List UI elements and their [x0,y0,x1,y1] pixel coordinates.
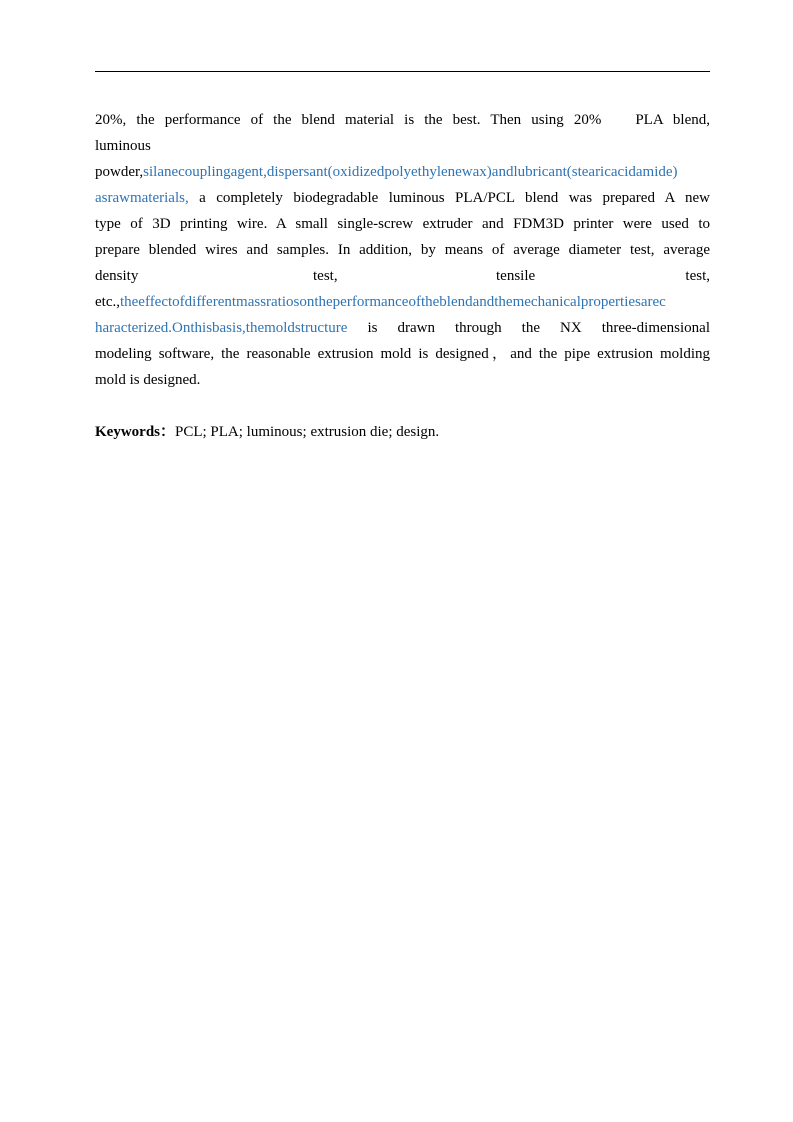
abstract-line-9 [95,318,710,338]
abstract-line-6 [95,240,710,260]
keywords-line [95,422,439,442]
highlighted-text: theeffectofdifferentmassratiosontheperformanceoftheblendandthemechanicalpropertiesarec [119,294,666,310]
keywords-text: PCL; PLA; luminous; extrusion die; design. [175,424,440,440]
abstract-text: luminous [95,138,151,154]
abstract-text: modeling software, the reasonable extrusion mold is designed， [95,346,511,362]
abstract-text: type of 3D printing wire. A small single-screw extruder and FDM3D printer were used to [95,216,710,232]
abstract-text: prepare blended wires and samples. In addition, by means of average diameter test, average [95,242,710,258]
abstract-line-3 [95,162,710,182]
abstract-text: 20%, the performance of the blend material is the best. Then using 20% [95,112,602,128]
abstract-line-11 [95,370,200,390]
abstract-text: powder, [95,164,144,180]
highlighted-text: asrawmaterials, [95,190,189,206]
abstract-text: tensile [496,268,536,284]
abstract-text: test, [313,268,338,284]
abstract-line-5 [95,214,710,234]
abstract-text: test, [685,268,710,284]
abstract-line-4 [95,188,710,208]
abstract-text: is drawn through the NX three-dimensional [347,320,710,336]
abstract-text: etc., [95,294,120,310]
abstract-line-8 [95,292,710,312]
keywords-label: Keywords： [95,424,175,440]
abstract-line-1 [95,110,710,130]
abstract-text: a completely biodegradable luminous PLA/PCL blend was prepared A new [188,190,710,206]
abstract-text: density [95,268,139,284]
highlighted-text: haracterized.Onthisbasis,themoldstructure [95,320,348,336]
abstract-line-2 [95,136,151,156]
abstract-line-7 [95,266,710,286]
abstract-line-10 [95,344,710,364]
header-rule [95,71,710,72]
abstract-text: PLA blend, [635,112,710,128]
highlighted-text: silanecouplingagent,dispersant(oxidizedpolyethylenewax)andlubricant(stearicacidamide) [143,164,678,180]
abstract-text: and the pipe extrusion molding [510,346,710,362]
abstract-text: mold is designed. [95,372,201,388]
